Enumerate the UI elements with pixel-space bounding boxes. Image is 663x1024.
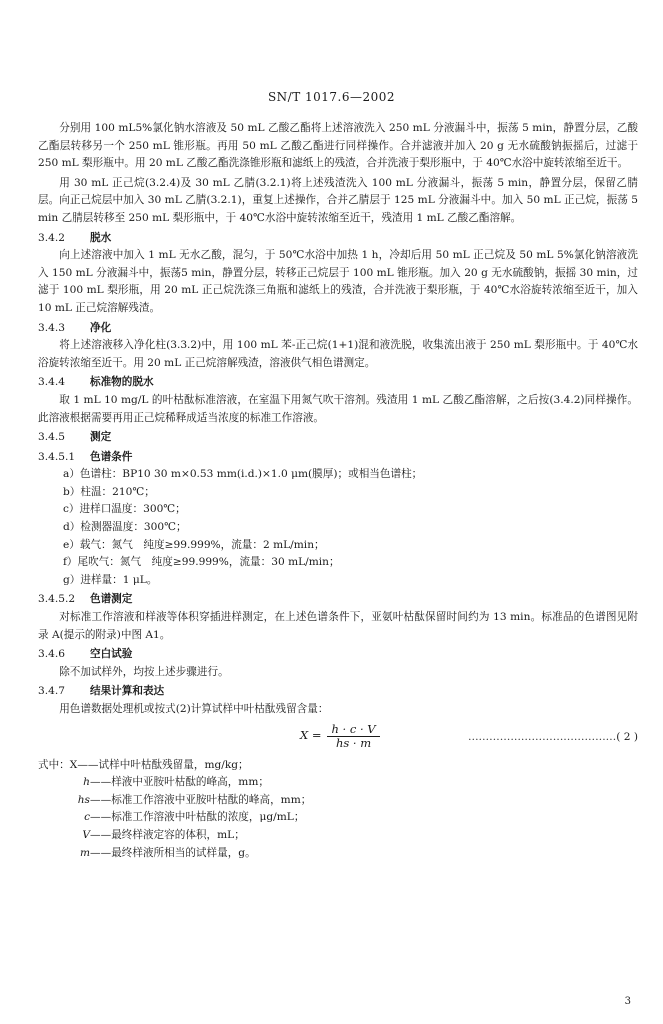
paragraph-standard-dehydration: 取 1 mL 10 mg/L 的叶枯酞标准溶液，在室温下用氮气吹干溶剂。残渣用 1 mL 乙酸乙酯溶解，之后按(3.4.2)同样操作。此溶液根据需要再用正己烷稀释成适当浓度的标准工作溶液。 [38,393,638,424]
section-title: 空白试验 [90,648,133,661]
section-heading-3-4-2 [38,230,638,248]
section-number: 3.4.6 [38,648,65,661]
list-item: a）色谱柱：BP10 30 m×0.53 mm(i.d.)×1.0 μm(膜厚)；或相当色谱柱； [63,468,423,481]
section-heading-3-4-4 [38,374,638,392]
list-item: g）进样量：1 μL。 [63,573,158,586]
section-number: 3.4.7 [38,685,65,698]
section-title: 结果计算和表达 [90,685,165,698]
section-title: 色谱条件 [90,450,133,463]
chromatography-conditions-list [38,466,638,589]
formula-block [38,721,638,753]
section-number: 3.4.2 [38,231,65,244]
definition-text: ——样液中亚胺叶枯酞的峰高，mm； [90,776,269,789]
paragraph-extraction-1: 分别用 100 mL5%氯化钠水溶液及 50 mL 乙酸乙酯将上述溶液洗入 250 mL 分液漏斗中，振荡 5 min，静置分层，乙酸乙酯层转移另一个 250 mL 锥形瓶。再用 50 mL 乙酸乙酯进行同样操作。合并滤液并加入 20 g 无水硫酸钠振摇后，过滤于 250 mL 梨形瓶中。用 20 mL 乙酸乙酯洗涤锥形瓶和滤纸上的残渣，合并洗液于梨形瓶中，于 40℃水浴中旋转浓缩至近干。 [38,122,638,170]
section-number: 3.4.4 [38,376,65,389]
definition-symbol: 式中：X [38,758,78,771]
paragraph-calculation: 用色谱数据处理机或按式(2)计算试样中叶枯酞残留含量： [59,703,329,715]
definition-text: ——标准工作溶液中亚胺叶枯酞的峰高，mm； [90,793,312,806]
formula-denominator: hs · m [335,735,372,750]
page-number: 3 [624,996,631,1007]
list-item: d）检测器温度：300℃； [63,521,187,534]
section-number: 3.4.5 [38,431,65,444]
paragraph-extraction-2: 用 30 mL 正己烷(3.2.4)及 30 mL 乙腈(3.2.1)将上述残渣洗入 100 mL 分液漏斗，振荡 5 min，静置分层，保留乙腈层。向正己烷层中加入 30 mL 乙腈(3.2.1)，重复上述操作，合并乙腈层于 125 mL 分液漏斗中。加入 50 mL 正己烷，振荡 5 min 乙腈层转移至 250 mL 梨形瓶中，于 40℃水浴中旋转浓缩至近干，残渣用 1 mL 乙酸乙酯溶解。 [38,176,638,224]
section-heading-3-4-3 [38,320,638,338]
list-item: c）进样口温度：300℃； [63,503,186,516]
formula [300,723,380,750]
section-heading-3-4-7 [38,683,638,701]
section-heading-3-4-5-2 [38,591,638,609]
variable-definitions [38,757,638,863]
definition-text: ——最终样液所相当的试样量，g。 [90,846,256,859]
section-title: 测定 [90,431,112,444]
section-number: 3.4.3 [38,321,65,334]
leader-dots: …………………………………… [467,730,617,743]
definition-text: ——最终样液定容的体积，mL； [90,828,245,841]
list-item: e）载气：氮气 纯度≥99.999%，流量：2 mL/min； [63,538,325,551]
definition-item [38,757,638,775]
equation-number [468,729,638,747]
definition-text: ——试样中叶枯酞残留量，mg/kg； [77,758,249,771]
list-item: f）尾吹气：氮气 纯度≥99.999%，流量：30 mL/min； [63,556,340,569]
list-item: b）柱温：210℃； [63,485,155,498]
paragraph-blank-test: 除不加试样外，均按上述步骤进行。 [59,665,229,678]
paragraph-chromatography-measurement: 对标准工作溶液和样液等体积穿插进样测定，在上述色谱条件下，亚氨叶枯酞保留时间约为 13 min。标准品的色谱图见附录 A(提示的附录)中图 A1。 [38,611,638,641]
section-heading-3-4-6 [38,646,638,664]
standard-header: SN/T 1017.6—2002 [267,90,396,104]
definition-symbol: V [82,828,90,841]
formula-fraction [327,723,379,750]
definition-symbol: h [83,776,90,789]
formula-numerator: h · c · V [327,723,379,737]
definition-item [38,792,638,810]
paragraph-dehydration: 向上述溶液中加入 1 mL 无水乙酸，混匀，于 50℃水浴中加热 1 h，冷却后用 50 mL 正己烷及 50 mL 5%氯化钠溶液洗入 150 mL 分液漏斗中，振荡5 min，静置分层，转移正己烷层于 100 mL 锥形瓶。加入 20 g 无水硫酸钠，振摇 30 min，过滤于 100 mL 梨形瓶，用 20 mL 正己烷洗涤三角瓶和滤纸上的残渣，合并洗液于梨形瓶，于 40℃水浴旋转浓缩至近干，加入 10 mL 正己烷溶解残渣。 [38,249,638,314]
definition-symbol: hs [77,793,90,806]
definition-symbol: c [84,811,90,824]
definition-item [38,827,638,845]
formula-lhs: X = [300,728,322,743]
document-body [38,120,638,862]
section-title: 脱水 [90,231,112,244]
section-title: 标准物的脱水 [90,376,154,389]
section-number: 3.4.5.1 [38,450,76,463]
definition-item [38,809,638,827]
equation-label: ( 2 ) [616,730,638,743]
definition-item [38,845,638,863]
section-title: 净化 [90,321,112,334]
definition-item [38,774,638,792]
section-heading-3-4-5 [38,429,638,447]
section-heading-3-4-5-1 [38,449,638,467]
section-number: 3.4.5.2 [38,593,76,606]
paragraph-cleanup: 将上述溶液移入净化柱(3.3.2)中，用 100 mL 苯-正己烷(1+1)混和液洗脱，收集流出液于 250 mL 梨形瓶中。于 40℃水浴旋转浓缩至近干。用 20 mL 正己烷溶解残渣，溶液供气相色谱测定。 [38,339,638,369]
definition-symbol: m [79,846,90,859]
definition-text: ——标准工作溶液中叶枯酞的浓度，μg/mL； [90,811,305,824]
section-title: 色谱测定 [90,593,133,606]
